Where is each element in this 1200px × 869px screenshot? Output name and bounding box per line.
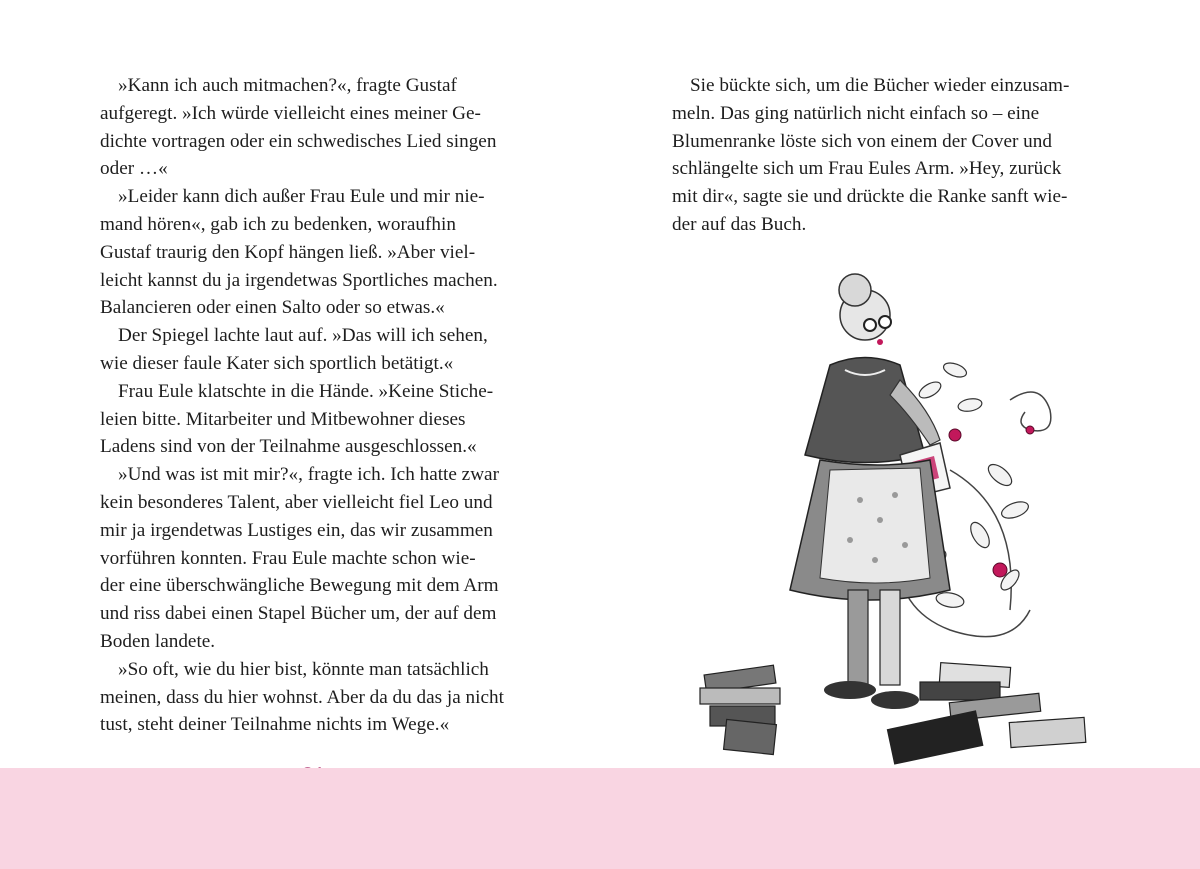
- text-line: kein besonderes Talent, aber vielleicht fiel Leo und: [100, 491, 493, 513]
- text-line: oder …«: [100, 158, 168, 180]
- text-line: Der Spiegel lachte laut auf. »Das will ich sehen,: [118, 325, 488, 347]
- text-line: dichte vortragen oder ein schwedisches Lied singen: [100, 130, 497, 152]
- text-line: und riss dabei einen Stapel Bücher um, der auf dem: [100, 603, 497, 625]
- text-line: meln. Das ging natürlich nicht einfach so – eine: [672, 102, 1040, 124]
- text-line: mit dir«, sagte sie und drückte die Ranke sanft wie-: [672, 186, 1068, 208]
- text-line: tust, steht deiner Teilnahme nichts im Wege.«: [100, 714, 450, 736]
- text-line: Balancieren oder einen Salto oder so etwas.«: [100, 297, 445, 319]
- text-line: der auf das Buch.: [672, 213, 807, 235]
- text-line: »Leider kann dich außer Frau Eule und mir nie-: [118, 186, 485, 208]
- paragraph: [672, 72, 1092, 239]
- text-line: meinen, dass du hier wohnst. Aber da du das ja nicht: [100, 686, 504, 708]
- paragraph: [100, 461, 530, 656]
- text-line: schlängelte sich um Frau Eules Arm. »Hey, zurück: [672, 158, 1062, 180]
- right-page-text: [672, 72, 1092, 239]
- text-line: Ladens sind von der Teilnahme ausgeschlossen.«: [100, 436, 477, 458]
- text-line: mir ja irgendetwas Lustiges ein, das wir zusammen: [100, 519, 493, 541]
- text-line: »Kann ich auch mitmachen?«, fragte Gustaf: [118, 75, 457, 96]
- paragraph: [100, 183, 530, 322]
- text-line: mand hören«, gab ich zu bedenken, woraufhin: [100, 213, 456, 235]
- text-line: Blumenranke löste sich von einem der Cover und: [672, 130, 1052, 152]
- text-line: »So oft, wie du hier bist, könnte man tatsächlich: [118, 658, 489, 680]
- text-line: wie dieser faule Kater sich sportlich betätigt.«: [100, 352, 454, 374]
- text-line: Frau Eule klatschte in die Hände. »Keine Stiche-: [118, 380, 494, 402]
- text-line: Gustaf traurig den Kopf hängen ließ. »Aber viel-: [100, 241, 476, 263]
- text-line: der eine überschwängliche Bewegung mit dem Arm: [100, 575, 499, 597]
- paragraph: [100, 656, 530, 739]
- woman-with-books-illustration: [680, 270, 1120, 770]
- text-line: leicht kannst du ja irgendetwas Sportliches machen.: [100, 269, 498, 291]
- text-line: aufgeregt. »Ich würde vielleicht eines meiner Ge-: [100, 102, 481, 124]
- paragraph: [100, 322, 530, 378]
- text-line: Boden landete.: [100, 630, 216, 652]
- text-line: »Und was ist mit mir?«, fragte ich. Ich hatte zwar: [118, 464, 499, 486]
- text-line: Sie bückte sich, um die Bücher wieder einzusam-: [690, 75, 1070, 96]
- paragraph: [100, 72, 530, 183]
- text-line: leien bitte. Mitarbeiter und Mitbewohner dieses: [100, 408, 466, 430]
- pink-footer-band: [0, 768, 1200, 869]
- text-line: vorführen konnten. Frau Eule machte schon wie-: [100, 547, 476, 569]
- paragraph: [100, 378, 530, 461]
- left-page-text: [100, 72, 530, 739]
